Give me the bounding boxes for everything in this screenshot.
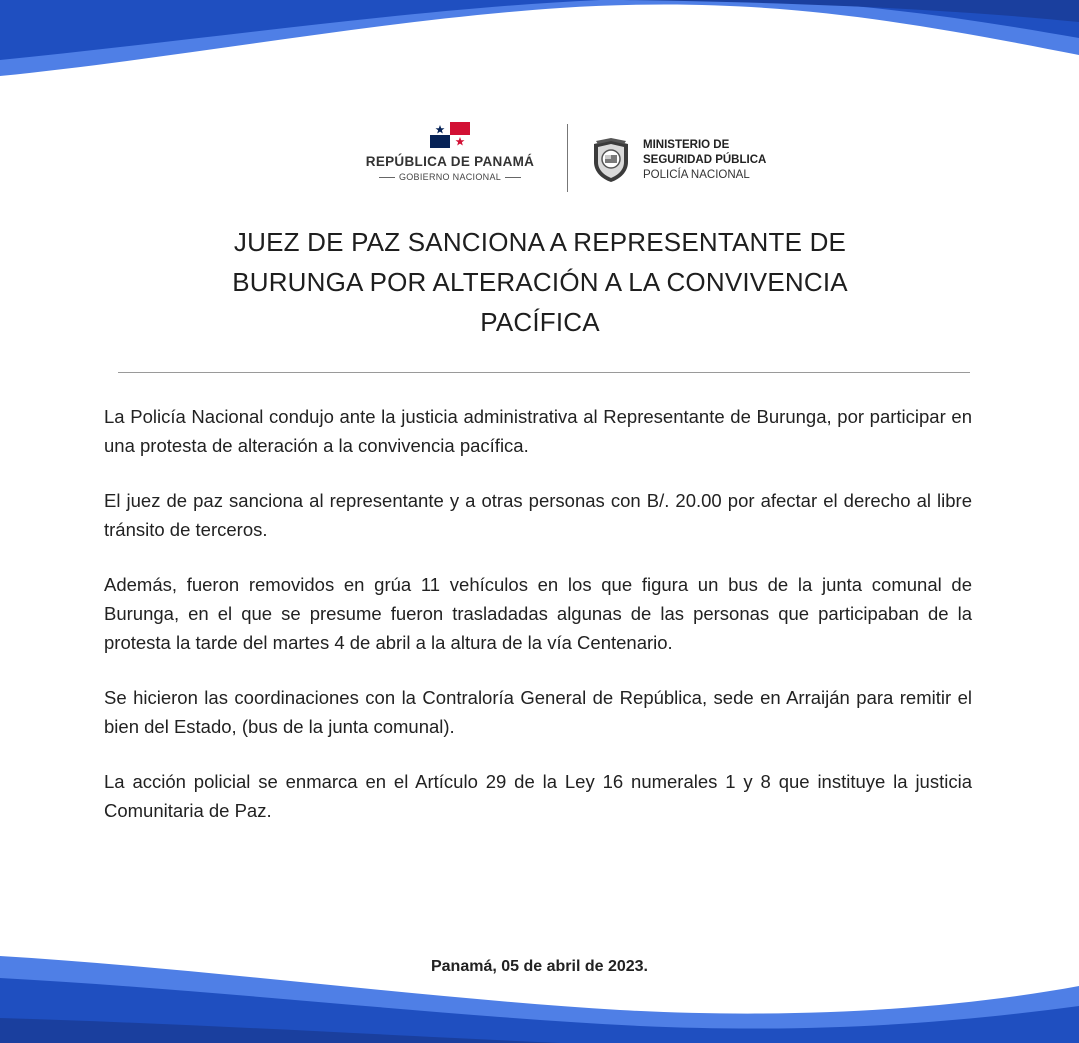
government-subtitle: GOBIERNO NACIONAL bbox=[398, 172, 502, 182]
government-title: REPÚBLICA DE PANAMÁ bbox=[365, 154, 535, 169]
headline-line-2: BURUNGA POR ALTERACIÓN A LA CONVIVENCIA bbox=[232, 267, 848, 297]
ministry-line-2: SEGURIDAD PÚBLICA bbox=[643, 154, 767, 166]
government-subtitle-row bbox=[345, 172, 555, 182]
top-wave-decoration bbox=[0, 0, 1079, 80]
header-divider bbox=[567, 124, 568, 192]
paragraph-2: El juez de paz sanciona al representante y a otras personas con B/. 20.00 por afectar el derecho al libre tránsito de terceros. bbox=[104, 490, 972, 540]
bottom-wave-decoration bbox=[0, 948, 1079, 1043]
ministry-line-3: POLICÍA NACIONAL bbox=[643, 169, 750, 181]
headline bbox=[190, 222, 890, 342]
ministry-logo-text bbox=[643, 138, 766, 183]
headline-line-1: JUEZ DE PAZ SANCIONA A REPRESENTANTE DE bbox=[233, 227, 847, 257]
paragraph-4: Se hicieron las coordinaciones con la Contraloría General de República, sede en Arraiján para remitir el bien del Estado, (bus de la junta comunal). bbox=[104, 687, 972, 737]
government-logo bbox=[345, 122, 555, 182]
paragraph-3: Además, fueron removidos en grúa 11 vehículos en los que figura un bus de la junta comunal de Burunga, en el que se presume fueron trasladadas algunas de las personas que participaban de la protesta la tarde del martes 4 de abril a la altura de la vía Centenario. bbox=[104, 574, 972, 653]
paragraph-1: La Policía Nacional condujo ante la justicia administrativa al Representante de Burunga, por participar en una protesta de alteración a la convivencia pacífica. bbox=[104, 406, 972, 456]
headline-separator bbox=[118, 372, 970, 373]
headline-line-3: PACÍFICA bbox=[480, 307, 600, 337]
police-seal-icon bbox=[590, 138, 632, 184]
paragraph-5: La acción policial se enmarca en el Artículo 29 de la Ley 16 numerales 1 y 8 que instituye la justicia Comunitaria de Paz. bbox=[104, 771, 972, 821]
document-header bbox=[0, 118, 1079, 198]
release-date: Panamá, 05 de abril de 2023. bbox=[430, 958, 648, 975]
panama-flag-icon bbox=[430, 122, 470, 148]
ministry-line-1: MINISTERIO DE bbox=[643, 139, 730, 151]
press-release-body bbox=[104, 402, 972, 851]
